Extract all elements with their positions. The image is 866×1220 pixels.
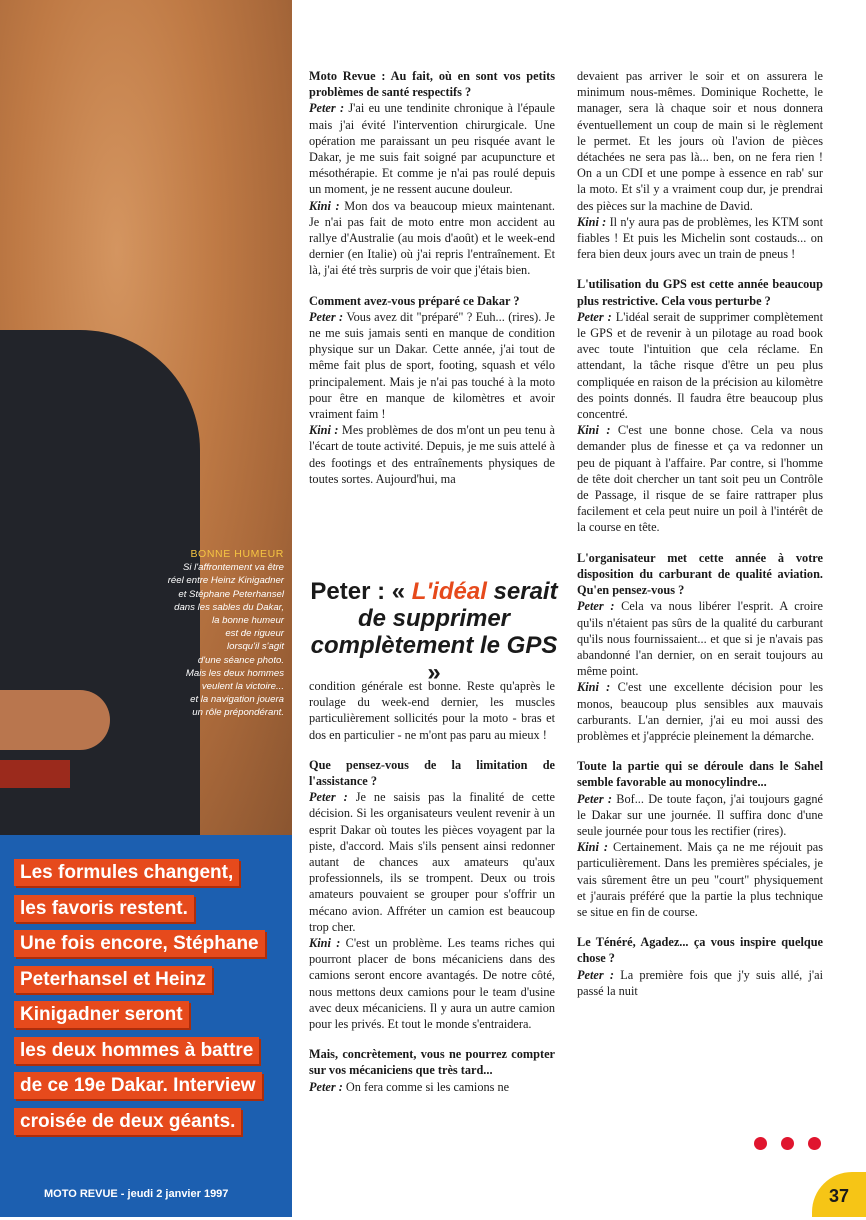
speaker-name: Peter :	[577, 791, 612, 806]
paragraph-gap	[577, 744, 823, 758]
caption-line: est de rigueur	[225, 628, 284, 640]
speaker-name: Peter :	[577, 967, 614, 982]
intro-line	[14, 1073, 294, 1098]
intro-line	[14, 860, 294, 885]
column-1-continued	[309, 678, 555, 1095]
answer-text: Vous avez dit "préparé" ? Euh... (rires). Je ne me suis jamais senti en manque de condition physique sur un Dakar. Cette année, j'ai tout de même fait plus de sport, footing, squash et vélo principalement. Mais je n'ai pas touché à la moto pour être en manque de kilomètres et avoir vraiment faim !	[309, 309, 555, 422]
column-1	[309, 68, 555, 487]
interview-answer	[309, 422, 555, 487]
intro-line	[14, 896, 294, 921]
caption-line: la bonne humeur	[211, 615, 284, 627]
paragraph-gap	[577, 262, 823, 276]
caption-line: Si l'affrontement va être	[182, 562, 284, 574]
answer-text: J'ai eu une tendinite chronique à l'épaule mais j'ai évité l'intervention chirurgicale. Une opération me paraissant un peu risquée avant le Dakar, je me suis fait soigné par acupuncture et mésothérapie. Et comme je n'ai pas roulé depuis un moment, je ne ressent aucune douleur.	[309, 101, 555, 197]
speaker-name: Kini :	[309, 936, 341, 951]
answer-text: Certainement. Mais ça ne me réjouit pas particulièrement. Dans les premières spéciales, je vais sûrement être un peu "court" physiquement et j'aurais préféré que la partie la plus technique se situe en fin de course.	[577, 840, 823, 919]
interview-answer	[309, 789, 555, 935]
intro-line-text: Peterhansel et Heinz	[14, 966, 212, 993]
intro-line-text: Une fois encore, Stéphane	[14, 930, 265, 957]
rider-arm	[0, 690, 110, 750]
intro-line-text: Kinigadner seront	[14, 1001, 189, 1028]
interview-answer	[577, 967, 823, 999]
intro-line-text: les deux hommes à battre	[14, 1037, 259, 1064]
interview-answer	[577, 309, 823, 422]
answer-text: La première fois que j'y suis allé, j'ai passé la nuit	[577, 967, 823, 998]
page-number: 37	[812, 1172, 866, 1217]
interview-question: Moto Revue : Au fait, où en sont vos petits problèmes de santé respectifs ?	[309, 69, 555, 100]
interview-question: L'utilisation du GPS est cette année beaucoup plus restrictive. Cela vous perturbe ?	[577, 277, 823, 308]
interview-question: Toute la partie qui se déroule dans le Sahel semble favorable au monocylindre...	[577, 759, 823, 790]
footer: MOTO REVUE - jeudi 2 janvier 1997	[44, 1188, 229, 1200]
photo-caption	[124, 548, 284, 720]
intro-line-text: les favoris restent.	[14, 895, 194, 922]
pull-quote-line-1: Peter : « L'idéal serait	[310, 578, 558, 605]
interview-answer	[577, 214, 823, 263]
speaker-name: Peter :	[309, 309, 344, 324]
interview-answer	[577, 422, 823, 535]
paragraph-gap	[577, 536, 823, 550]
interview-answer	[577, 679, 823, 744]
caption-line: d'une séance photo.	[197, 654, 284, 666]
speaker-name: Kini :	[309, 198, 340, 213]
intro-line	[14, 1109, 294, 1134]
pull-quote-line-3: complètement le GPS »	[310, 632, 558, 686]
caption-line: un rôle prépondérant.	[192, 707, 284, 719]
interview-answer	[577, 598, 823, 679]
speaker-name: Kini :	[577, 214, 607, 229]
speaker-name: Kini :	[577, 840, 608, 855]
answer-text: C'est une excellente décision pour les monos, beaucoup plus sensibles aux mauvais carburants. L'an dernier, j'ai eu moi aussi des problèmes et j'apprécie pleinement la démarche.	[577, 680, 823, 743]
interview-question: L'organisateur met cette année à votre disposition du carburant de qualité aviation. Qu'en pensez-vous ?	[577, 550, 823, 598]
answer-text: C'est un problème. Les teams riches qui pourront placer de bons mécaniciens dans des camions seront encore avantagés. De notre côté, nous mettons deux camions pour le team d'usine avec deux mécaniciens. Il y aura un autre camion pour les privés. Et tout le monde s'entraidera.	[309, 936, 556, 1032]
speaker-name: Kini :	[309, 423, 339, 438]
speaker-name: Peter :	[309, 790, 348, 805]
caption-line: Mais les deux hommes	[185, 667, 284, 679]
interview-answer	[309, 100, 555, 197]
rider-belt	[0, 760, 70, 788]
column-2	[577, 68, 823, 999]
caption-title: BONNE HUMEUR	[190, 548, 284, 560]
intro-line-text: de ce 19e Dakar. Interview	[14, 1072, 262, 1099]
interview-question: Que pensez-vous de la limitation de l'assistance ?	[309, 757, 555, 789]
answer-text: On fera comme si les camions ne	[342, 1079, 510, 1094]
speaker-name: Kini :	[577, 423, 611, 438]
answer-text: C'est une bonne chose. Cela va nous demander plus de finesse et ça va redonner un peu de piquant à l'affaire. Par contre, si l'homme de tête doit chercher un tant soit peu un Contrôle de Passage, il risque de se faire rattraper plus facilement et cela peut nuire un poil à l'intérêt de la course en tête.	[577, 423, 823, 535]
answer-text: L'idéal serait de supprimer complètement le GPS et de revenir à un pilotage au road book avec toute l'intuition que cela réclame. En attendant, la tâche risque d'être un peu plus compliquée en raison de la précision au kilomètre des points donnés. Il faudra être beaucoup plus concentré.	[577, 309, 823, 422]
speaker-name: Peter :	[309, 1079, 343, 1094]
interview-question: Comment avez-vous préparé ce Dakar ?	[309, 293, 520, 308]
pull-quote	[309, 578, 559, 686]
interview-answer	[309, 198, 555, 279]
intro-line	[14, 1038, 294, 1063]
interview-question: Le Ténéré, Agadez... ça vous inspire quelque chose ?	[577, 935, 823, 966]
caption-line: dans les sables du Dakar,	[174, 601, 284, 613]
intro-line	[14, 931, 294, 956]
interview-answer	[309, 309, 555, 422]
caption-line: veulent la victoire...	[201, 681, 284, 693]
answer-text: Mes problèmes de dos m'ont un peu tenu à l'écart de toute activité. Depuis, je me suis attelé à des footings et des entraînements physiques de toutes sortes. Aujourd'hui, ma	[309, 423, 555, 486]
paragraph-gap	[309, 1032, 555, 1046]
answer-text: Il n'y aura pas de problèmes, les KTM sont fiables ! Et puis les Michelin sont costauds... on fera bien deux jours avec un train de pneus !	[577, 214, 823, 262]
speaker-name: Peter :	[577, 599, 615, 614]
answer-text: Mon dos va beaucoup mieux maintenant. Je n'ai pas fait de moto entre mon accident au rallye d'Australie (au mois d'août) et le week-end dernier (en Italie) où j'ai repris l'entraînement. Et là, j'ai été très surpris de voir que j'étais bien.	[309, 198, 555, 278]
intro-line-text: Les formules changent,	[14, 859, 239, 886]
caption-line: et Stéphane Peterhansel	[178, 588, 284, 600]
paragraph-gap	[309, 279, 555, 293]
interview-answer	[309, 935, 555, 1032]
dot	[781, 1137, 794, 1150]
caption-line: réel entre Heinz Kinigadner	[167, 575, 284, 587]
interview-answer	[577, 839, 823, 920]
intro-line-text: croisée de deux géants.	[14, 1108, 241, 1135]
photo	[0, 0, 292, 835]
answer-text: Bof... De toute façon, j'ai toujours gagné le Dakar sur une journée. Il suffira donc d'une seule journée pour tous les rectifier (rires).	[577, 791, 823, 838]
intro-text	[14, 860, 294, 1144]
pull-quote-line-2: de supprimer	[357, 605, 511, 632]
intro-line	[14, 1002, 294, 1027]
caption-line: lorsqu'il s'agit	[227, 641, 284, 653]
caption-text	[124, 561, 284, 719]
dot	[808, 1137, 821, 1150]
speaker-name: Kini :	[577, 680, 611, 695]
answer-text: Je ne saisis pas la finalité de cette décision. Si les organisateurs veulent revenir à un esprit Dakar où toutes les pièces voyagent par la piste, d'accord. Mais s'ils pensent ainsi redonner autant de chances aux amateurs qu'aux professionnels, ils se trompent. Deux ou trois amateurs pouvaient se grouper pour s'offrir un mécano avion. Affréter un camion est beaucoup trop cher.	[309, 790, 555, 934]
intro-line	[14, 967, 294, 992]
interview-answer	[577, 791, 823, 840]
interview-answer	[309, 1079, 555, 1095]
body-paragraph: condition générale est bonne. Reste qu'après le roulage du week-end dernier, les muscles particulièrement sollicités pour la moto - bras et dos en particulier - ne m'ont pas paru au mieux !	[309, 679, 555, 742]
answer-text: Cela va nous libérer l'esprit. A croire qu'ils n'étaient pas sûrs de la qualité du carburant qu'ils nous fournissaient... et que si je n'avais pas abandonné l'an dernier, on en serait toujours au même point.	[577, 599, 823, 679]
dot	[754, 1137, 767, 1150]
caption-line: et la navigation jouera	[190, 694, 284, 706]
body-paragraph: devaient pas arriver le soir et on assurera le minimum nous-mêmes. Dominique Rochette, le manager, sera là chaque soir et nous donnera éventuellement un coup de main si le règlement le permet. Et les jours où l'avion de pièces détachées ne sera pas là... ben, on ne fera rien ! On a un CDI et une pompe à essence en rab' sur la moto. Et s'il y a vraiment coup dur, je prendrai des pièces sur la machine de David.	[577, 69, 823, 213]
paragraph-gap	[309, 743, 555, 757]
speaker-name: Peter :	[309, 101, 345, 116]
speaker-name: Peter :	[577, 309, 612, 324]
paragraph-gap	[577, 920, 823, 934]
interview-question: Mais, concrètement, vous ne pourrez compter sur vos mécaniciens que très tard...	[309, 1047, 555, 1078]
continue-dots	[754, 1137, 835, 1155]
